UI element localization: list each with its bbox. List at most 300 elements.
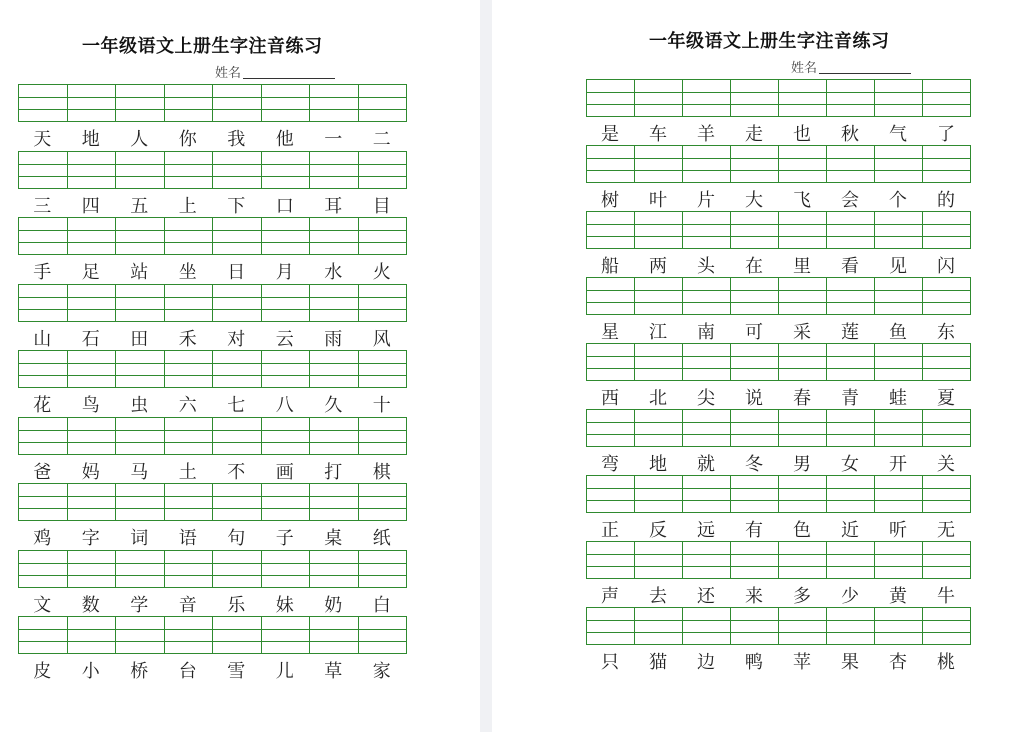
pinyin-cell: [731, 475, 779, 513]
page-gutter: [480, 0, 492, 732]
pinyin-cell: [683, 541, 731, 579]
practice-row: [586, 211, 971, 278]
pinyin-cell: [875, 277, 923, 315]
hanzi-character: 六: [178, 395, 197, 416]
pinyin-cell: [635, 79, 683, 117]
hanzi-character: 开: [889, 454, 907, 475]
hanzi-character: 牛: [937, 586, 955, 607]
pinyin-cell: [827, 79, 875, 117]
hanzi-character: 鸟: [81, 395, 100, 416]
hanzi-character: 久: [324, 395, 343, 416]
practice-row: [586, 475, 971, 542]
pinyin-cell: [116, 550, 165, 588]
pinyin-cell: [779, 541, 827, 579]
hanzi-character: 虫: [130, 395, 149, 416]
hanzi-character: 杏: [889, 652, 907, 673]
hanzi-character: 五: [130, 195, 149, 217]
hanzi-character: 就: [697, 454, 715, 475]
pinyin-cell: [875, 541, 923, 579]
hanzi-character: 了: [937, 124, 955, 145]
hanzi-character: 去: [649, 586, 667, 607]
pinyin-cell: [213, 616, 262, 654]
hanzi-character: 草: [324, 661, 343, 682]
hanzi-character: 耳: [324, 195, 343, 217]
pinyin-cell: [68, 284, 117, 322]
practice-row: [18, 284, 407, 351]
hanzi-character: 大: [745, 190, 763, 211]
pinyin-cell: [213, 84, 262, 122]
hanzi-character: 蛙: [889, 388, 907, 409]
practice-row: [18, 550, 407, 617]
pinyin-cell: [310, 350, 359, 388]
pinyin-cell: [68, 616, 117, 654]
pinyin-cell: [587, 475, 635, 513]
practice-row: [18, 616, 407, 683]
pinyin-cell: [827, 277, 875, 315]
name-field: [791, 57, 911, 76]
hanzi-character: 数: [81, 594, 100, 616]
pinyin-cell: [359, 350, 408, 388]
hanzi-character: 他: [275, 129, 294, 150]
pinyin-cell: [165, 84, 214, 122]
hanzi-character: 女: [841, 454, 859, 475]
hanzi-character: 少: [841, 586, 859, 607]
hanzi-character: 石: [81, 328, 100, 350]
pinyin-cell: [310, 284, 359, 322]
hanzi-character: 桌: [324, 528, 343, 549]
hanzi-character: 头: [697, 256, 715, 277]
hanzi-character: 近: [841, 520, 859, 541]
pinyin-grid: [18, 217, 407, 255]
pinyin-cell: [635, 343, 683, 381]
hanzi-character: 手: [33, 262, 52, 283]
practice-row: [18, 217, 407, 284]
pinyin-grid: [586, 79, 971, 117]
hanzi-character: 子: [275, 528, 294, 549]
hanzi-character: 两: [649, 256, 667, 277]
hanzi-character: 打: [324, 461, 343, 483]
hanzi-character: 桥: [130, 661, 149, 682]
hanzi-character: 字: [81, 528, 100, 549]
hanzi-character: 春: [793, 388, 811, 409]
practice-row: [18, 350, 407, 417]
hanzi-character: 我: [227, 129, 246, 150]
pinyin-cell: [731, 541, 779, 579]
pinyin-cell: [635, 541, 683, 579]
name-label: 姓名: [791, 61, 818, 76]
pinyin-cell: [310, 217, 359, 255]
practice-row: [586, 541, 971, 608]
hanzi-character: 鸡: [33, 528, 52, 549]
pinyin-cell: [923, 409, 971, 447]
pinyin-cell: [779, 277, 827, 315]
pinyin-cell: [779, 607, 827, 645]
pinyin-cell: [310, 417, 359, 455]
hanzi-character: 叶: [649, 190, 667, 211]
hanzi-character: 十: [372, 395, 391, 416]
pinyin-cell: [635, 211, 683, 249]
worksheet-page-2: [492, 0, 1009, 732]
hanzi-character: 火: [372, 262, 391, 283]
hanzi-character: 马: [130, 461, 149, 483]
pinyin-cell: [262, 417, 311, 455]
pinyin-cell: [359, 284, 408, 322]
pinyin-cell: [213, 417, 262, 455]
practice-row: [18, 151, 407, 218]
hanzi-character: 男: [793, 454, 811, 475]
hanzi-character: 个: [889, 190, 907, 211]
hanzi-character: 尖: [697, 388, 715, 409]
practice-row: [18, 84, 407, 151]
pinyin-cell: [116, 483, 165, 521]
pinyin-grid: [586, 607, 971, 645]
hanzi-character: 七: [227, 395, 246, 416]
pinyin-cell: [19, 550, 68, 588]
pinyin-cell: [213, 350, 262, 388]
hanzi-character: 关: [937, 454, 955, 475]
hanzi-character: 地: [81, 129, 100, 150]
pinyin-cell: [875, 343, 923, 381]
pinyin-grid: [586, 343, 971, 381]
hanzi-character: 青: [841, 388, 859, 409]
hanzi-character: 禾: [178, 328, 197, 350]
hanzi-character: 画: [275, 461, 294, 483]
hanzi-character: 云: [275, 328, 294, 350]
pinyin-cell: [683, 607, 731, 645]
hanzi-character: 三: [33, 195, 52, 217]
hanzi-character: 日: [227, 262, 246, 283]
pinyin-cell: [635, 277, 683, 315]
pinyin-cell: [587, 211, 635, 249]
name-blank: [819, 73, 911, 74]
pinyin-cell: [731, 343, 779, 381]
pinyin-cell: [165, 550, 214, 588]
practice-row: [586, 277, 971, 344]
pinyin-cell: [635, 607, 683, 645]
pinyin-cell: [310, 151, 359, 189]
hanzi-character: 色: [793, 520, 811, 541]
hanzi-character: 在: [745, 256, 763, 277]
pinyin-cell: [587, 145, 635, 183]
hanzi-character: 来: [745, 586, 763, 607]
pinyin-cell: [683, 211, 731, 249]
pinyin-cell: [359, 217, 408, 255]
pinyin-cell: [359, 550, 408, 588]
hanzi-character: 水: [324, 262, 343, 283]
hanzi-character: 不: [227, 461, 246, 483]
pinyin-cell: [359, 616, 408, 654]
hanzi-character: 的: [937, 190, 955, 211]
pinyin-cell: [262, 550, 311, 588]
hanzi-character: 纸: [372, 528, 391, 549]
pinyin-cell: [923, 475, 971, 513]
hanzi-character: 皮: [33, 661, 52, 682]
hanzi-character: 鸭: [745, 652, 763, 673]
pinyin-cell: [310, 483, 359, 521]
pinyin-cell: [923, 277, 971, 315]
pinyin-cell: [359, 84, 408, 122]
pinyin-grid: [18, 616, 407, 654]
pinyin-cell: [779, 475, 827, 513]
pinyin-cell: [19, 217, 68, 255]
pinyin-cell: [827, 607, 875, 645]
hanzi-character: 音: [178, 594, 197, 616]
pinyin-grid: [18, 417, 407, 455]
hanzi-character: 里: [793, 256, 811, 277]
pinyin-cell: [875, 145, 923, 183]
worksheet-page-1: [0, 0, 480, 732]
pinyin-cell: [875, 79, 923, 117]
pinyin-cell: [116, 84, 165, 122]
pinyin-grid: [586, 475, 971, 513]
pinyin-cell: [165, 217, 214, 255]
pinyin-cell: [116, 417, 165, 455]
pinyin-cell: [19, 84, 68, 122]
hanzi-character: 足: [81, 262, 100, 283]
hanzi-character: 东: [937, 322, 955, 343]
page-title: 一年级语文上册生字注音练习: [649, 31, 890, 52]
pinyin-cell: [875, 409, 923, 447]
pinyin-cell: [19, 284, 68, 322]
practice-row: [18, 417, 407, 484]
hanzi-character: 也: [793, 124, 811, 145]
hanzi-character: 四: [81, 195, 100, 217]
hanzi-character: 可: [745, 322, 763, 343]
pinyin-cell: [262, 616, 311, 654]
hanzi-character: 见: [889, 256, 907, 277]
hanzi-character: 果: [841, 652, 859, 673]
pinyin-cell: [875, 475, 923, 513]
pinyin-cell: [875, 607, 923, 645]
hanzi-character: 土: [178, 461, 197, 483]
hanzi-character: 弯: [601, 454, 619, 475]
pinyin-cell: [779, 343, 827, 381]
pinyin-cell: [923, 211, 971, 249]
pinyin-cell: [165, 616, 214, 654]
hanzi-character: 桃: [937, 652, 955, 673]
pinyin-cell: [827, 475, 875, 513]
pinyin-cell: [116, 616, 165, 654]
pinyin-cell: [359, 151, 408, 189]
pinyin-cell: [213, 217, 262, 255]
pinyin-cell: [262, 217, 311, 255]
pinyin-cell: [683, 343, 731, 381]
pinyin-cell: [213, 284, 262, 322]
hanzi-character: 目: [372, 195, 391, 217]
hanzi-character: 八: [275, 395, 294, 416]
hanzi-character: 山: [33, 328, 52, 350]
pinyin-cell: [923, 607, 971, 645]
practice-row: [18, 483, 407, 550]
pinyin-cell: [359, 483, 408, 521]
hanzi-character: 儿: [275, 661, 294, 682]
hanzi-character: 看: [841, 256, 859, 277]
pinyin-cell: [213, 483, 262, 521]
hanzi-character: 口: [275, 195, 294, 217]
page-title: 一年级语文上册生字注音练习: [82, 36, 323, 57]
name-label: 姓名: [215, 66, 242, 81]
hanzi-character: 你: [178, 129, 197, 150]
pinyin-cell: [827, 145, 875, 183]
pinyin-cell: [635, 475, 683, 513]
name-field: [215, 62, 335, 81]
pinyin-cell: [587, 343, 635, 381]
pinyin-grid: [586, 145, 971, 183]
pinyin-cell: [683, 145, 731, 183]
pinyin-grid: [18, 84, 407, 122]
hanzi-character: 对: [227, 328, 246, 350]
pinyin-cell: [262, 84, 311, 122]
pinyin-cell: [262, 350, 311, 388]
hanzi-character: 雨: [324, 328, 343, 350]
pinyin-cell: [116, 284, 165, 322]
pinyin-grid: [18, 151, 407, 189]
pinyin-cell: [213, 550, 262, 588]
hanzi-character: 无: [937, 520, 955, 541]
pinyin-cell: [310, 550, 359, 588]
pinyin-cell: [68, 350, 117, 388]
practice-row: [586, 409, 971, 476]
pinyin-cell: [827, 409, 875, 447]
hanzi-character: 语: [178, 528, 197, 549]
pinyin-cell: [683, 277, 731, 315]
hanzi-character: 片: [697, 190, 715, 211]
hanzi-character: 鱼: [889, 322, 907, 343]
hanzi-character: 上: [178, 195, 197, 217]
pinyin-cell: [165, 151, 214, 189]
pinyin-cell: [779, 211, 827, 249]
hanzi-character: 西: [601, 388, 619, 409]
hanzi-character: 树: [601, 190, 619, 211]
pinyin-cell: [262, 483, 311, 521]
pinyin-grid: [586, 277, 971, 315]
pinyin-cell: [310, 616, 359, 654]
pinyin-cell: [116, 350, 165, 388]
pinyin-cell: [923, 145, 971, 183]
hanzi-character: 闪: [937, 256, 955, 277]
hanzi-character: 江: [649, 322, 667, 343]
practice-row: [586, 145, 971, 212]
pinyin-cell: [262, 284, 311, 322]
pinyin-cell: [923, 541, 971, 579]
pinyin-cell: [165, 483, 214, 521]
pinyin-cell: [68, 483, 117, 521]
pinyin-cell: [635, 145, 683, 183]
hanzi-character: 多: [793, 586, 811, 607]
pinyin-cell: [779, 145, 827, 183]
pinyin-cell: [635, 409, 683, 447]
hanzi-character: 猫: [649, 652, 667, 673]
pinyin-grid: [586, 211, 971, 249]
pinyin-cell: [827, 343, 875, 381]
pinyin-cell: [19, 616, 68, 654]
pinyin-cell: [19, 350, 68, 388]
hanzi-character: 反: [649, 520, 667, 541]
hanzi-character: 采: [793, 322, 811, 343]
pinyin-cell: [731, 277, 779, 315]
pinyin-grid: [18, 550, 407, 588]
pinyin-cell: [779, 409, 827, 447]
hanzi-character: 句: [227, 528, 246, 549]
hanzi-character: 听: [889, 520, 907, 541]
hanzi-character: 正: [601, 520, 619, 541]
hanzi-character: 船: [601, 256, 619, 277]
practice-row: [586, 343, 971, 410]
hanzi-character: 飞: [793, 190, 811, 211]
hanzi-character: 只: [601, 652, 619, 673]
pinyin-cell: [587, 409, 635, 447]
hanzi-character: 会: [841, 190, 859, 211]
hanzi-character: 学: [130, 594, 149, 616]
pinyin-cell: [68, 550, 117, 588]
hanzi-character: 小: [81, 661, 100, 682]
pinyin-cell: [683, 475, 731, 513]
hanzi-character: 坐: [178, 262, 197, 283]
hanzi-character: 北: [649, 388, 667, 409]
pinyin-cell: [68, 151, 117, 189]
hanzi-character: 乐: [227, 594, 246, 616]
pinyin-cell: [827, 541, 875, 579]
pinyin-cell: [262, 151, 311, 189]
hanzi-character: 黄: [889, 586, 907, 607]
hanzi-character: 文: [33, 594, 52, 616]
hanzi-character: 车: [649, 124, 667, 145]
pinyin-cell: [731, 145, 779, 183]
pinyin-grid: [586, 409, 971, 447]
pinyin-cell: [165, 350, 214, 388]
pinyin-cell: [68, 84, 117, 122]
pinyin-cell: [68, 417, 117, 455]
pinyin-cell: [19, 483, 68, 521]
practice-row: [586, 79, 971, 146]
pinyin-cell: [779, 79, 827, 117]
pinyin-cell: [19, 417, 68, 455]
pinyin-cell: [731, 211, 779, 249]
hanzi-character: 田: [130, 328, 149, 350]
pinyin-grid: [18, 483, 407, 521]
hanzi-character: 远: [697, 520, 715, 541]
hanzi-character: 苹: [793, 652, 811, 673]
pinyin-cell: [359, 417, 408, 455]
hanzi-character: 词: [130, 528, 149, 549]
hanzi-character: 妈: [81, 461, 100, 483]
hanzi-character: 莲: [841, 322, 859, 343]
hanzi-character: 说: [745, 388, 763, 409]
hanzi-character: 风: [372, 328, 391, 350]
hanzi-character: 秋: [841, 124, 859, 145]
hanzi-character: 花: [33, 395, 52, 416]
pinyin-cell: [923, 79, 971, 117]
hanzi-character: 家: [372, 661, 391, 682]
pinyin-cell: [165, 417, 214, 455]
hanzi-character: 天: [33, 129, 52, 150]
hanzi-character: 走: [745, 124, 763, 145]
hanzi-character: 爸: [33, 461, 52, 483]
hanzi-character: 南: [697, 322, 715, 343]
hanzi-character: 白: [372, 594, 391, 616]
hanzi-character: 气: [889, 124, 907, 145]
hanzi-character: 二: [372, 129, 391, 150]
name-blank: [243, 78, 335, 79]
pinyin-cell: [731, 409, 779, 447]
practice-row: [586, 607, 971, 674]
hanzi-character: 羊: [697, 124, 715, 145]
pinyin-cell: [310, 84, 359, 122]
pinyin-cell: [683, 79, 731, 117]
hanzi-character: 一: [324, 129, 343, 150]
pinyin-cell: [587, 607, 635, 645]
hanzi-character: 奶: [324, 594, 343, 616]
